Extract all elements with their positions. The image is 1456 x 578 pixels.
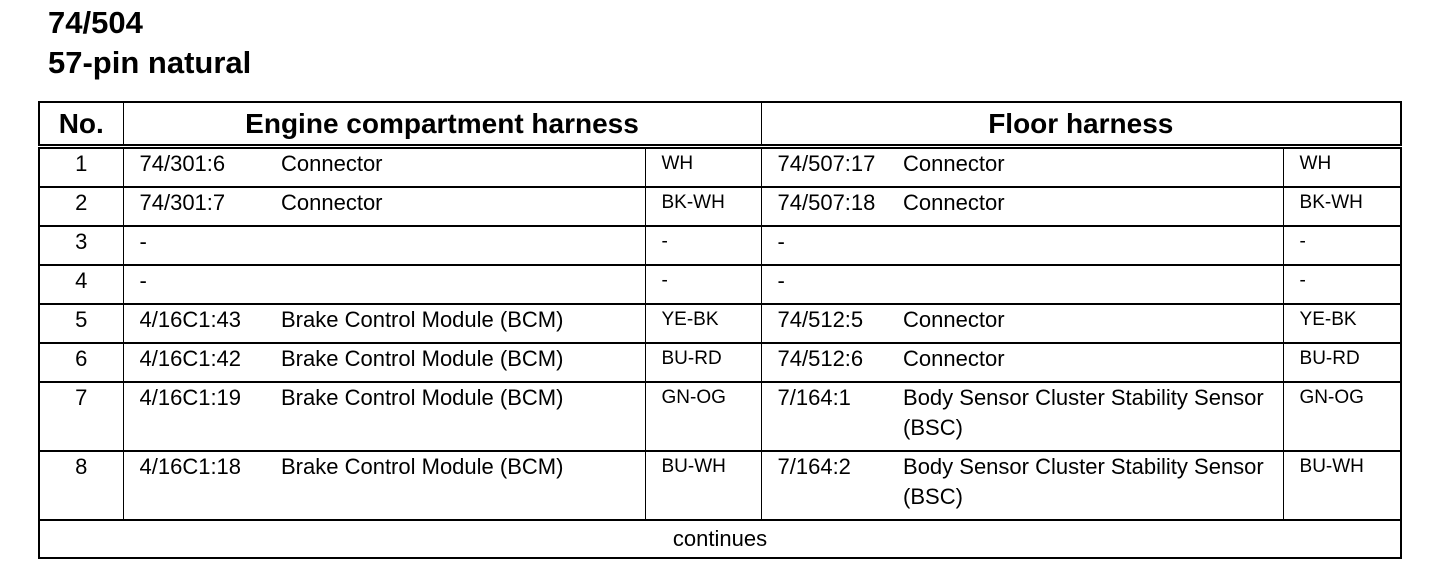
engine-terminal: 4/16C1:42 (123, 343, 281, 382)
floor-wire-color: BK-WH (1283, 187, 1401, 226)
floor-wire-color: WH (1283, 147, 1401, 188)
connector-id-title: 74/504 (48, 5, 143, 40)
table-row (39, 226, 1401, 265)
pin-number: 8 (39, 451, 123, 520)
engine-component: Brake Control Module (BCM) (281, 343, 645, 382)
column-header-engine-harness: Engine compartment harness (123, 102, 761, 147)
engine-component: Connector (281, 187, 645, 226)
pin-number: 7 (39, 382, 123, 451)
floor-terminal: 7/164:2 (761, 451, 903, 520)
floor-terminal: 74/507:18 (761, 187, 903, 226)
table-row (39, 382, 1401, 451)
floor-component: Body Sensor Cluster Stability Sensor (BSC) (903, 451, 1283, 520)
table-row (39, 304, 1401, 343)
engine-wire-color: GN-OG (645, 382, 761, 451)
table-row (39, 451, 1401, 520)
floor-wire-color: BU-WH (1283, 451, 1401, 520)
floor-component: Connector (903, 147, 1283, 188)
engine-terminal: 4/16C1:18 (123, 451, 281, 520)
pin-number: 3 (39, 226, 123, 265)
engine-terminal: 74/301:7 (123, 187, 281, 226)
floor-terminal: - (761, 226, 903, 265)
table-row (39, 343, 1401, 382)
floor-component (903, 226, 1283, 265)
table-row (39, 265, 1401, 304)
pin-number: 2 (39, 187, 123, 226)
floor-wire-color: YE-BK (1283, 304, 1401, 343)
floor-terminal: 74/512:6 (761, 343, 903, 382)
floor-terminal: - (761, 265, 903, 304)
table-row (39, 147, 1401, 188)
engine-terminal: 4/16C1:19 (123, 382, 281, 451)
engine-terminal: 74/301:6 (123, 147, 281, 188)
engine-wire-color: BU-WH (645, 451, 761, 520)
pin-number: 5 (39, 304, 123, 343)
pin-number: 6 (39, 343, 123, 382)
table-row (39, 187, 1401, 226)
floor-terminal: 74/512:5 (761, 304, 903, 343)
floor-component: Body Sensor Cluster Stability Sensor (BSC) (903, 382, 1283, 451)
pin-number: 4 (39, 265, 123, 304)
floor-wire-color: - (1283, 265, 1401, 304)
engine-component (281, 265, 645, 304)
continues-note: continues (39, 520, 1401, 558)
engine-wire-color: WH (645, 147, 761, 188)
engine-wire-color: - (645, 226, 761, 265)
table-header-row (39, 102, 1401, 147)
engine-terminal: 4/16C1:43 (123, 304, 281, 343)
connector-description-title: 57-pin natural (48, 45, 252, 80)
floor-terminal: 7/164:1 (761, 382, 903, 451)
engine-wire-color: BK-WH (645, 187, 761, 226)
engine-component: Brake Control Module (BCM) (281, 304, 645, 343)
engine-wire-color: YE-BK (645, 304, 761, 343)
engine-component: Brake Control Module (BCM) (281, 382, 645, 451)
floor-terminal: 74/507:17 (761, 147, 903, 188)
floor-wire-color: BU-RD (1283, 343, 1401, 382)
floor-component: Connector (903, 304, 1283, 343)
floor-wire-color: - (1283, 226, 1401, 265)
engine-wire-color: - (645, 265, 761, 304)
engine-component: Brake Control Module (BCM) (281, 451, 645, 520)
engine-wire-color: BU-RD (645, 343, 761, 382)
pinout-table (38, 101, 1402, 559)
engine-terminal: - (123, 226, 281, 265)
pin-number: 1 (39, 147, 123, 188)
engine-component: Connector (281, 147, 645, 188)
floor-component (903, 265, 1283, 304)
engine-terminal: - (123, 265, 281, 304)
table-footer-row (39, 520, 1401, 558)
column-header-no: No. (39, 102, 123, 147)
floor-component: Connector (903, 343, 1283, 382)
engine-component (281, 226, 645, 265)
floor-component: Connector (903, 187, 1283, 226)
column-header-floor-harness: Floor harness (761, 102, 1401, 147)
floor-wire-color: GN-OG (1283, 382, 1401, 451)
